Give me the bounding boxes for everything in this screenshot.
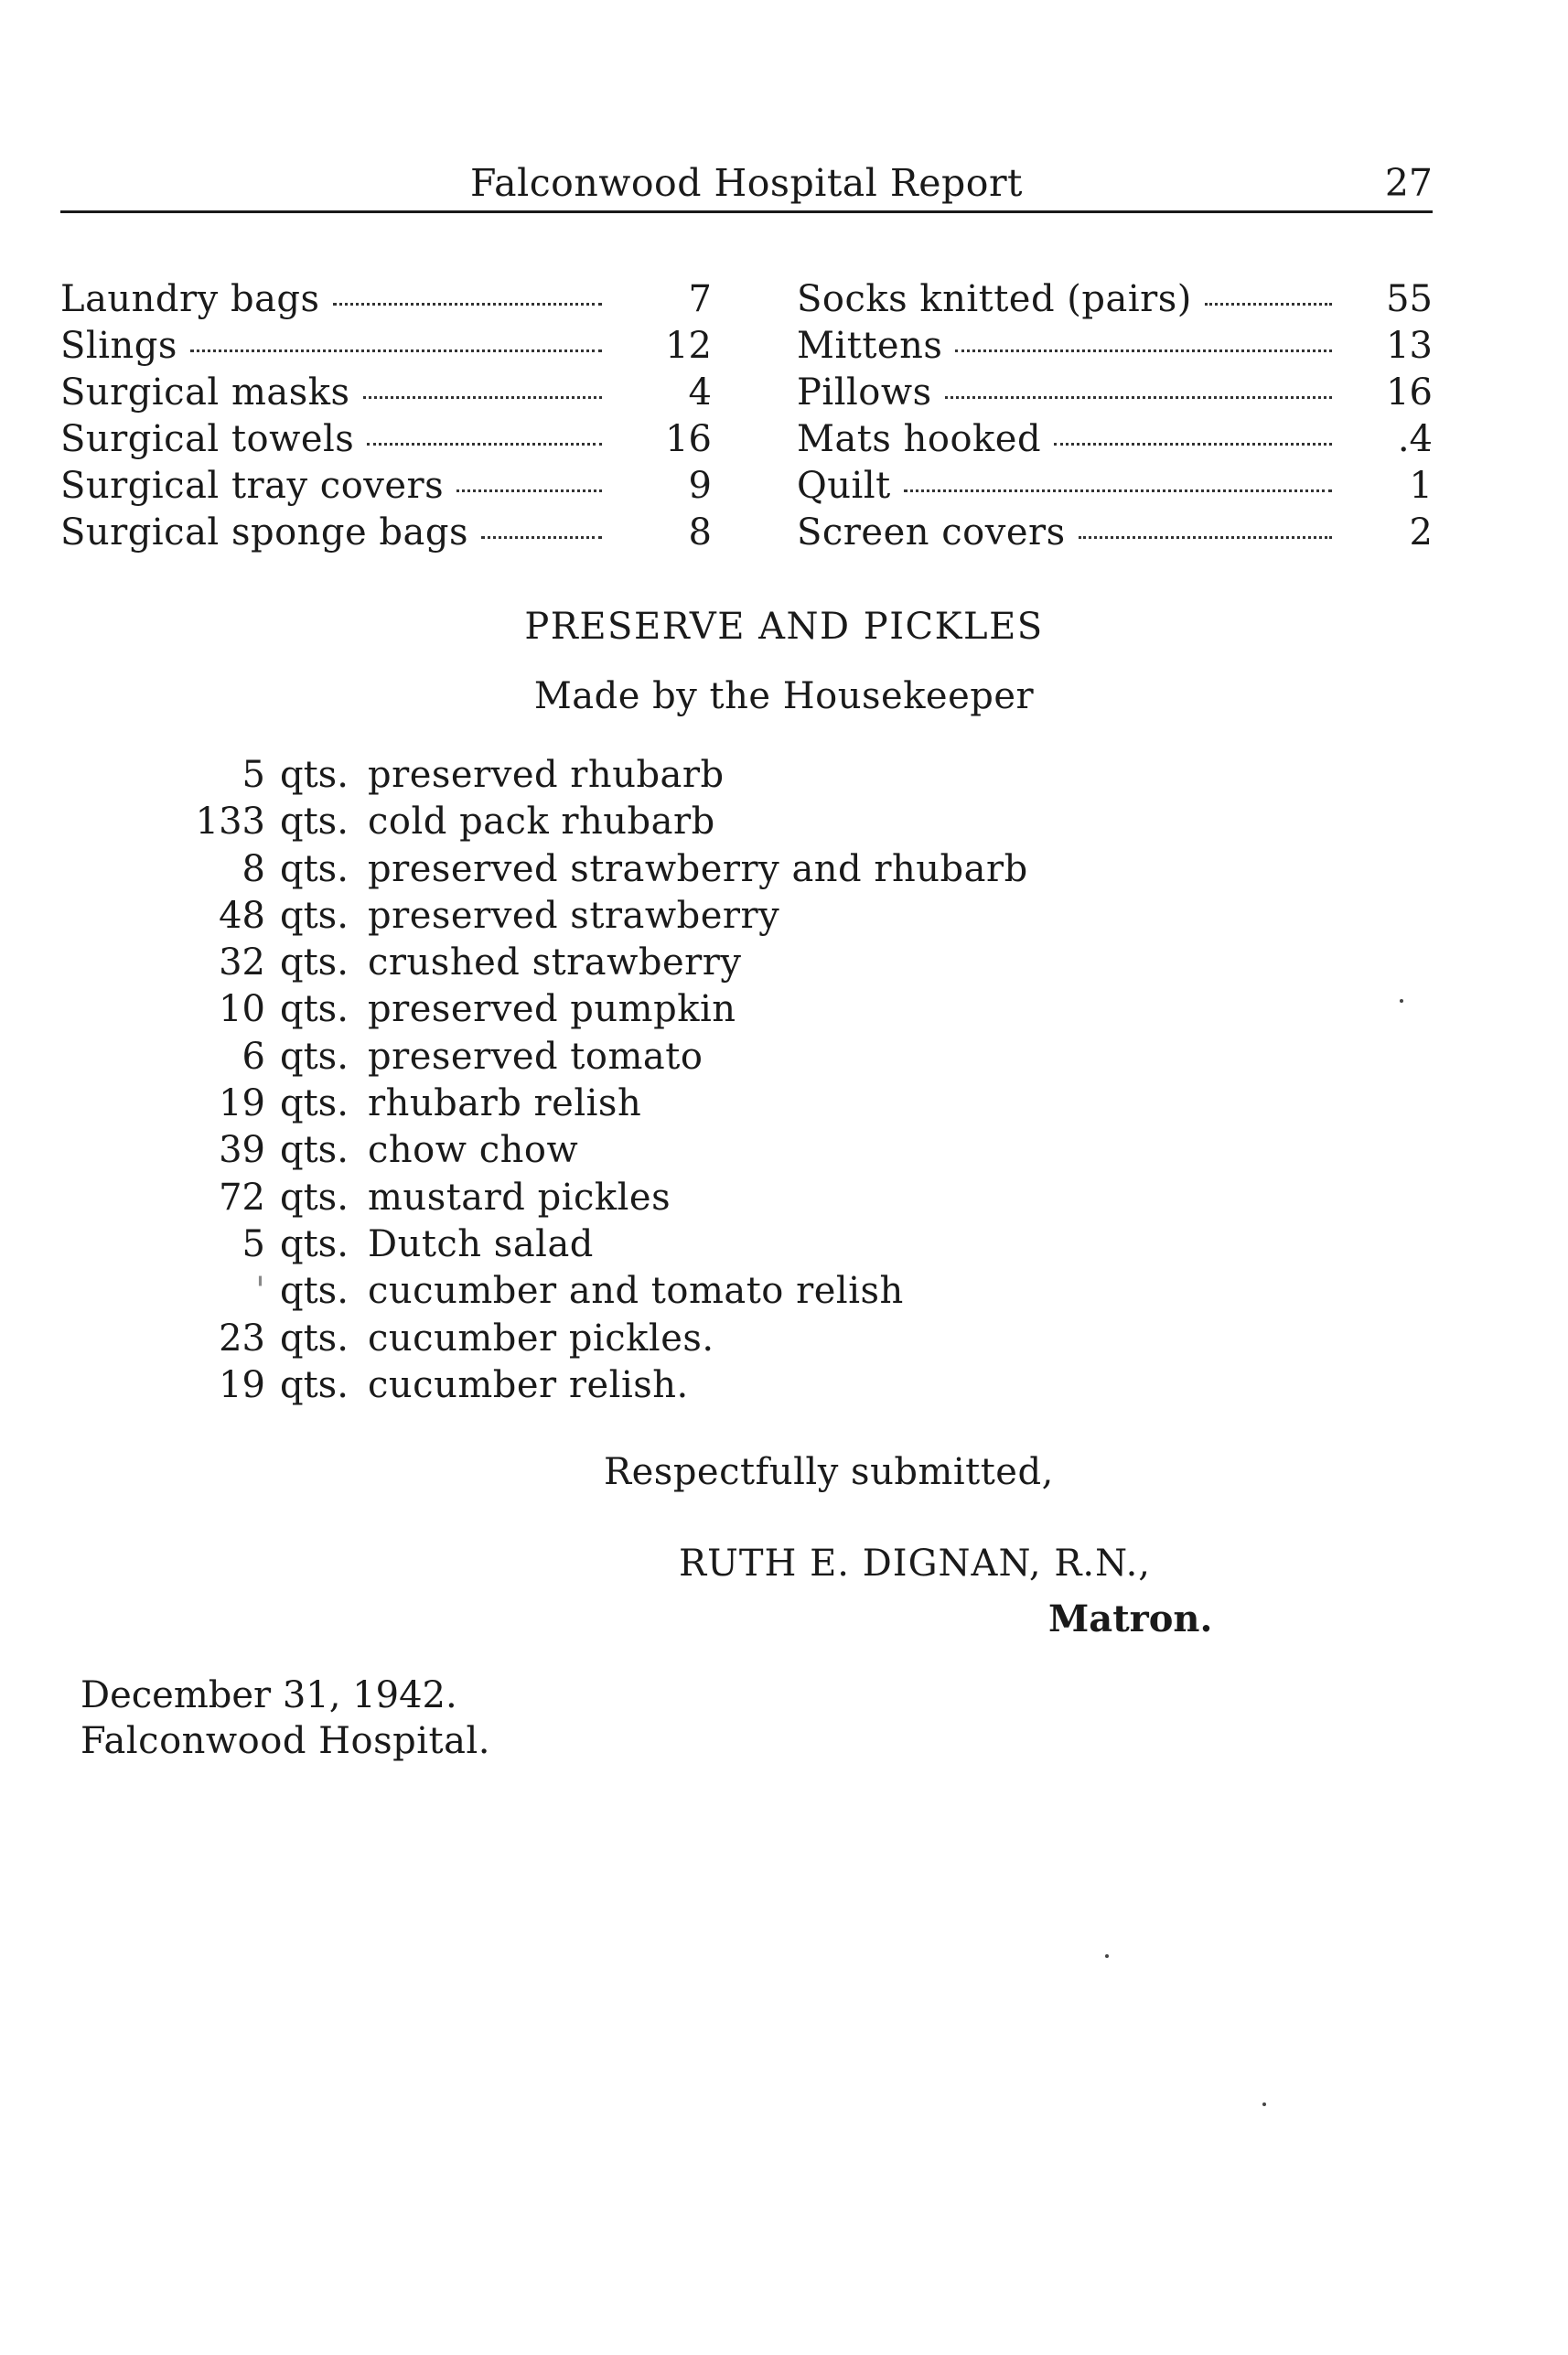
inventory-qty: 55 xyxy=(1386,278,1433,320)
item-name: preserved tomato xyxy=(368,1035,703,1078)
page-number: 27 xyxy=(1384,161,1433,205)
list-item xyxy=(156,986,1162,1033)
inventory-qty: 13 xyxy=(1386,325,1433,367)
item-name: cold pack rhubarb xyxy=(368,801,715,844)
item-name: mustard pickles xyxy=(368,1176,671,1219)
leader-dots xyxy=(904,489,1332,492)
preserve-list xyxy=(156,752,1162,1409)
inventory-qty: 4 xyxy=(688,371,712,414)
item-unit: qts. xyxy=(280,847,349,890)
item-quantity: 6 xyxy=(242,1035,265,1078)
leader-dots xyxy=(1205,303,1332,306)
closing-salutation: Respectfully submitted, xyxy=(604,1451,1054,1493)
item-quantity: 133 xyxy=(195,801,265,844)
signer-title: Matron. xyxy=(1048,1597,1213,1640)
item-unit: qts. xyxy=(280,1176,349,1219)
leader-dots xyxy=(481,536,602,539)
inventory-row xyxy=(797,370,1433,416)
item-quantity: 19 xyxy=(219,1082,265,1125)
report-place: Falconwood Hospital. xyxy=(81,1720,490,1762)
list-item xyxy=(156,1362,1162,1409)
item-unit: qts. xyxy=(280,1082,349,1125)
leader-dots xyxy=(333,303,602,306)
leader-dots xyxy=(190,349,602,352)
item-unit: qts. xyxy=(280,1317,349,1360)
inventory-row xyxy=(60,370,712,416)
section-subtitle: Made by the Housekeeper xyxy=(533,675,1035,717)
item-quantity: 32 xyxy=(219,941,265,984)
inventory-label: Surgical tray covers xyxy=(60,465,445,507)
item-unit: qts. xyxy=(280,894,349,937)
report-date: December 31, 1942. xyxy=(81,1674,457,1716)
leader-dots xyxy=(955,349,1332,352)
item-unit: qts. xyxy=(280,1270,349,1313)
list-item xyxy=(156,1127,1162,1174)
inventory-qty: 7 xyxy=(688,278,712,320)
item-quantity: 5 xyxy=(242,754,265,796)
list-item xyxy=(156,1221,1162,1268)
inventory-label: Quilt xyxy=(797,465,891,507)
inventory-qty: 16 xyxy=(665,418,712,460)
list-item xyxy=(156,1081,1162,1127)
print-speck xyxy=(1400,999,1403,1003)
list-item xyxy=(156,893,1162,940)
item-quantity: 10 xyxy=(219,988,265,1031)
leader-dots xyxy=(945,396,1332,399)
item-unit: qts. xyxy=(280,1129,349,1172)
item-name: preserved pumpkin xyxy=(368,988,736,1031)
print-speck xyxy=(1262,2102,1266,2106)
inventory-label: Mittens xyxy=(797,325,943,367)
list-item xyxy=(156,940,1162,986)
item-name: chow chow xyxy=(368,1129,579,1172)
inventory-qty: 8 xyxy=(688,511,712,554)
item-quantity: 8 xyxy=(242,847,265,890)
item-unit: qts. xyxy=(280,1222,349,1265)
inventory-qty: 1 xyxy=(1409,465,1433,507)
inventory-row xyxy=(797,276,1433,323)
item-name: cucumber relish. xyxy=(368,1363,689,1406)
inventory-label: Surgical towels xyxy=(60,418,355,460)
inventory-row xyxy=(797,323,1433,370)
inventory-row xyxy=(60,276,712,323)
inventory-row xyxy=(60,510,712,556)
inventory-qty: 12 xyxy=(665,325,712,367)
list-item xyxy=(156,1175,1162,1221)
inventory-label: Laundry bags xyxy=(60,278,320,320)
list-item xyxy=(156,752,1162,799)
item-unit: qts. xyxy=(280,988,349,1031)
item-unit: qts. xyxy=(280,941,349,984)
leader-dots xyxy=(1079,536,1332,539)
inventory-label: Pillows xyxy=(797,371,932,414)
inventory-qty: 9 xyxy=(688,465,712,507)
list-item xyxy=(156,799,1162,845)
inventory-row xyxy=(60,416,712,463)
list-item xyxy=(156,1316,1162,1362)
list-item xyxy=(156,846,1162,893)
section-title: PRESERVE AND PICKLES xyxy=(524,606,1044,648)
item-name: preserved rhubarb xyxy=(368,754,725,796)
inventory-row xyxy=(797,463,1433,510)
leader-dots xyxy=(363,396,602,399)
leader-dots xyxy=(456,489,602,492)
item-unit: qts. xyxy=(280,1363,349,1406)
inventory-column-right xyxy=(797,276,1433,556)
item-quantity: 39 xyxy=(219,1129,265,1172)
item-name: crushed strawberry xyxy=(368,941,742,984)
inventory-qty: 2 xyxy=(1409,511,1433,554)
inventory-label: Screen covers xyxy=(797,511,1066,554)
header-title: Falconwood Hospital Report xyxy=(469,161,1024,205)
item-unit: qts. xyxy=(280,1035,349,1078)
item-name: preserved strawberry xyxy=(368,894,780,937)
list-item xyxy=(156,1268,1162,1315)
item-unit: qts. xyxy=(280,754,349,796)
item-name: rhubarb relish xyxy=(368,1082,642,1125)
inventory-row xyxy=(60,323,712,370)
inventory-column-left xyxy=(60,276,712,556)
inventory-qty: .4 xyxy=(1397,418,1433,460)
item-quantity: ' xyxy=(255,1270,265,1313)
running-header xyxy=(60,161,1433,212)
inventory-label: Surgical masks xyxy=(60,371,350,414)
item-quantity: 23 xyxy=(219,1317,265,1360)
list-item xyxy=(156,1034,1162,1081)
inventory-row xyxy=(797,416,1433,463)
signer-name: RUTH E. DIGNAN, R.N., xyxy=(679,1543,1152,1585)
item-quantity: 72 xyxy=(219,1176,265,1219)
item-name: cucumber pickles. xyxy=(368,1317,714,1360)
inventory-label: Surgical sponge bags xyxy=(60,511,468,554)
inventory-row xyxy=(797,510,1433,556)
item-quantity: 5 xyxy=(242,1222,265,1265)
leader-dots xyxy=(1054,443,1332,446)
leader-dots xyxy=(367,443,602,446)
item-quantity: 48 xyxy=(219,894,265,937)
header-rule xyxy=(60,210,1433,213)
inventory-label: Socks knitted (pairs) xyxy=(797,278,1192,320)
item-quantity: 19 xyxy=(219,1363,265,1406)
inventory-label: Slings xyxy=(60,325,177,367)
item-name: cucumber and tomato relish xyxy=(368,1270,904,1313)
item-name: Dutch salad xyxy=(368,1222,594,1265)
print-speck xyxy=(1105,1954,1109,1958)
inventory-row xyxy=(60,463,712,510)
item-unit: qts. xyxy=(280,801,349,844)
inventory-qty: 16 xyxy=(1386,371,1433,414)
inventory-label: Mats hooked xyxy=(797,418,1042,460)
item-name: preserved strawberry and rhubarb xyxy=(368,847,1028,890)
